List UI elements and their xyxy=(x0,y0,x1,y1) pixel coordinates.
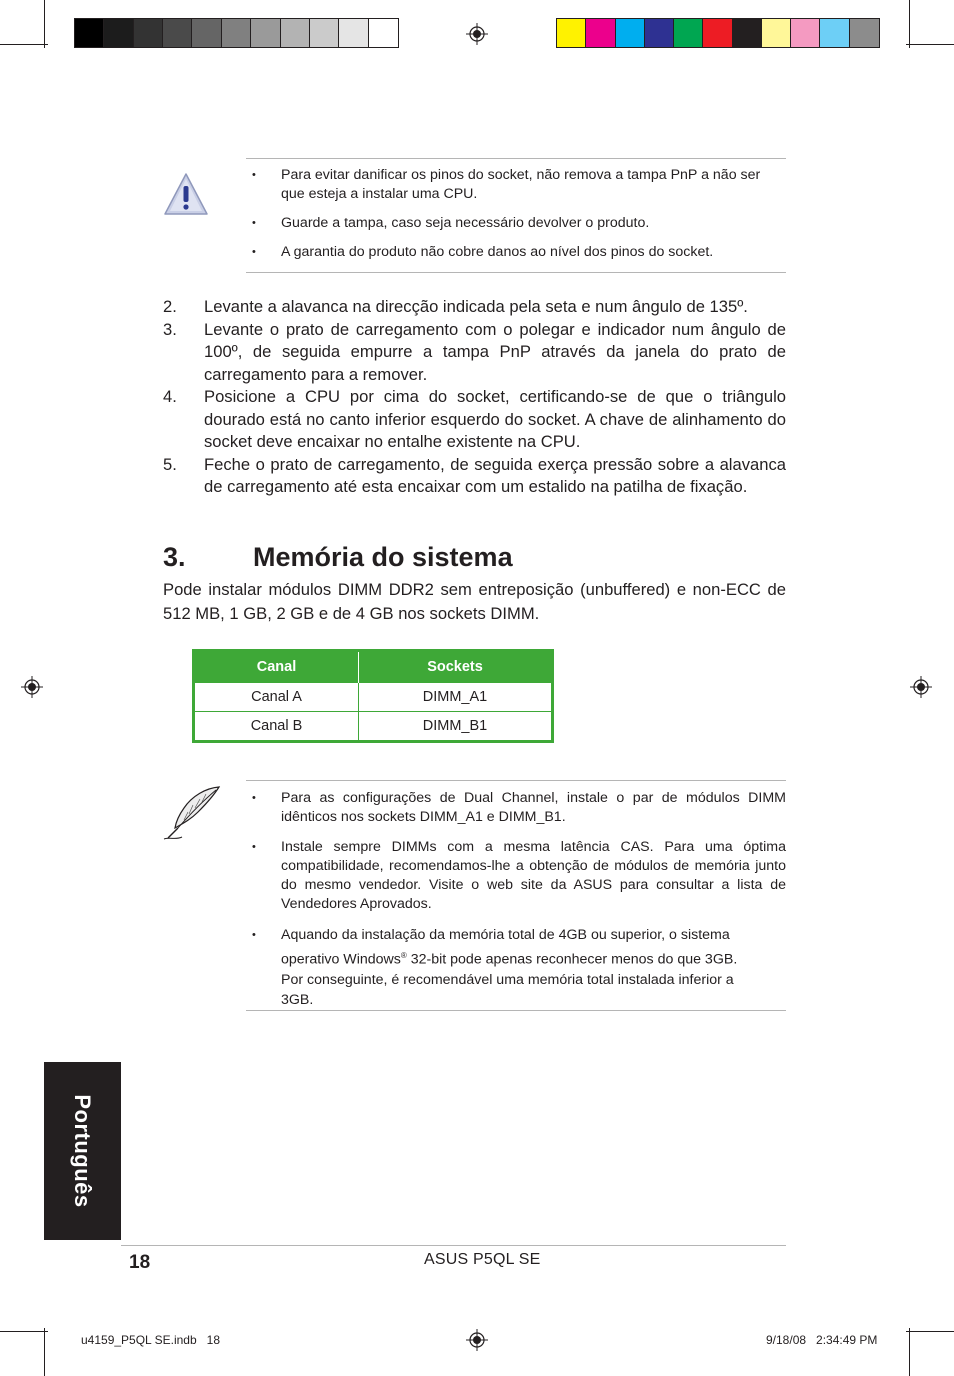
note-top-rule xyxy=(246,780,786,781)
table-cell: DIMM_A1 xyxy=(359,683,553,712)
caution-item: • A garantia do produto não cobre danos ao nível dos pinos do socket. xyxy=(252,243,786,262)
color-swatch xyxy=(339,19,368,47)
table-header-row xyxy=(194,651,553,683)
color-swatch xyxy=(557,19,586,47)
crop-mark xyxy=(0,1331,48,1332)
color-swatch xyxy=(310,19,339,47)
color-swatch xyxy=(733,19,762,47)
note-list xyxy=(252,789,786,1011)
language-side-tab xyxy=(44,1062,121,1240)
table-header-cell: Canal xyxy=(194,651,359,683)
crop-mark xyxy=(906,1331,954,1332)
memory-channel-table xyxy=(192,649,554,743)
warning-triangle-icon xyxy=(163,170,209,218)
color-swatch xyxy=(134,19,163,47)
color-swatch xyxy=(616,19,645,47)
crop-mark xyxy=(44,1328,45,1376)
table-row xyxy=(194,712,553,742)
color-swatch xyxy=(163,19,192,47)
table-header-cell: Sockets xyxy=(359,651,553,683)
caution-item: • Para evitar danificar os pinos do socket, não remova a tampa PnP a não ser que esteja a instalar uma CPU. xyxy=(252,166,786,204)
step-item: 2. Levante a alavanca na direcção indicada pela seta e num ângulo de 135º. xyxy=(163,297,748,316)
crop-mark xyxy=(909,0,910,48)
process-color-bar xyxy=(556,18,880,48)
color-swatch xyxy=(369,19,398,47)
crop-mark xyxy=(44,0,45,48)
language-label: Português xyxy=(70,1094,95,1208)
section-title: Memória do sistema xyxy=(253,542,513,572)
grayscale-color-bar xyxy=(74,18,399,48)
color-swatch xyxy=(104,19,133,47)
note-item: • Aquando da instalação da memória total de 4GB ou superior, o sistema operativo Windows® 32-bit pode apenas reconhecer menos do que 3GB. Por conseguinte, é recomendável uma memória total instalada inferior a 3GB. xyxy=(252,925,786,1011)
caution-item: • Guarde a tampa, caso seja necessário devolver o produto. xyxy=(252,214,786,233)
note-item: • Para as configurações de Dual Channel, instale o par de módulos DIMM idênticos nos sockets DIMM_A1 e DIMM_B1. xyxy=(252,789,786,827)
page-number: 18 xyxy=(129,1252,151,1273)
section-intro: Pode instalar módulos DIMM DDR2 sem entreposição (unbuffered) e non-ECC de 512 MB, 1 GB, 2 GB e de 4 GB nos sockets DIMM. xyxy=(163,580,786,623)
table-cell: Canal A xyxy=(194,683,359,712)
crop-mark xyxy=(906,44,954,45)
step-item: 4. Posicione a CPU por cima do socket, certificando-se de que o triângulo dourado está no canto inferior esquerdo do socket. A chave de alinhamento do socket deve encaixar no entalhe existente na CPU. xyxy=(163,387,786,451)
table-cell: Canal B xyxy=(194,712,359,742)
color-swatch xyxy=(281,19,310,47)
color-swatch xyxy=(586,19,615,47)
color-swatch xyxy=(222,19,251,47)
color-swatch xyxy=(791,19,820,47)
footer-product-name: ASUS P5QL SE xyxy=(424,1251,541,1268)
step-item: 3. Levante o prato de carregamento com o polegar e indicador num ângulo de 100º, de seguida empurre a tampa PnP através da janela do prato de carregamento para a remover. xyxy=(163,319,786,384)
table-row xyxy=(194,683,553,712)
registration-mark-icon xyxy=(910,676,932,698)
registration-mark-icon xyxy=(21,676,43,698)
crop-mark xyxy=(909,1328,910,1376)
caution-list xyxy=(252,166,786,262)
registration-mark-icon xyxy=(466,23,488,45)
installation-steps xyxy=(163,296,786,499)
registration-mark-icon xyxy=(466,1329,488,1351)
footer-rule xyxy=(121,1245,786,1246)
color-swatch xyxy=(674,19,703,47)
step-item: 5. Feche o prato de carregamento, de seguida exerça pressão sobre a alavanca de carregamento até esta encaixar com um estalido na patilha de fixação. xyxy=(163,454,786,496)
color-swatch xyxy=(251,19,280,47)
section-heading xyxy=(163,542,513,573)
slug-timestamp: 9/18/08 2:34:49 PM xyxy=(766,1333,878,1347)
color-swatch xyxy=(850,19,879,47)
caution-bottom-rule xyxy=(246,272,786,273)
note-bottom-rule xyxy=(246,1010,786,1011)
color-swatch xyxy=(645,19,674,47)
color-swatch xyxy=(192,19,221,47)
color-swatch xyxy=(75,19,104,47)
feather-pen-icon xyxy=(162,784,222,842)
section-number: 3. xyxy=(163,542,186,572)
color-swatch xyxy=(762,19,791,47)
table-cell: DIMM_B1 xyxy=(359,712,553,742)
color-swatch xyxy=(703,19,732,47)
note-item: • Instale sempre DIMMs com a mesma latência CAS. Para uma óptima compatibilidade, recomendamos-lhe a obtenção de módulos de memória junto do mesmo vendedor. Visite o web site da ASUS para consultar a lista de Vendedores Aprovados. xyxy=(252,838,786,914)
registered-mark: ® xyxy=(400,950,407,960)
color-swatch xyxy=(820,19,849,47)
caution-top-rule xyxy=(246,158,786,159)
slug-file-name: u4159_P5QL SE.indb 18 xyxy=(81,1333,220,1347)
crop-mark xyxy=(0,44,48,45)
